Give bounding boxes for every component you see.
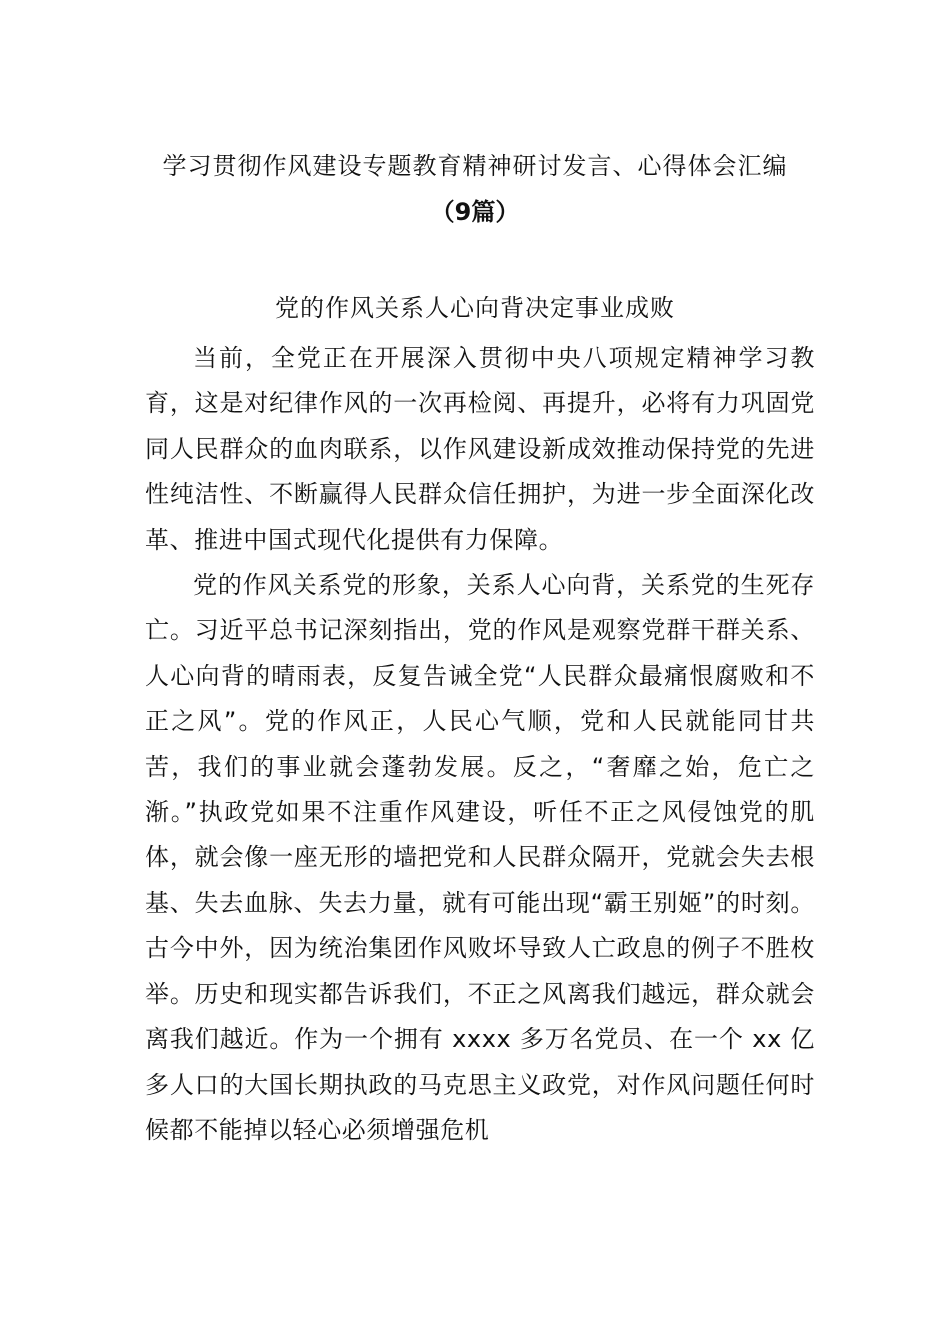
paragraph: 当前，全党正在开展深入贯彻中央八项规定精神学习教育，这是对纪律作风的一次再检阅、再提升，必将有力巩固党同人民群众的血肉联系，以作风建设新成效推动保持党的先进性纯洁性、不断赢得人民群众信任拥护，为进一步全面深化改革、推进中国式现代化提供有力保障。 [145,344,815,554]
document-title: 学习贯彻作风建设专题教育精神研讨发言、心得体会汇编 [162,152,788,180]
paragraph: 党的作风关系党的形象，关系人心向背，关系党的生死存亡。习近平总书记深刻指出，党的作风是观察党群干群关系、人心向背的晴雨表，反复告诫全党“人民群众最痛恨腐败和不正之风”。党的作风正，人民心气顺，党和人民就能同甘共苦，我们的事业就会蓬勃发展。反之，“奢靡之始，危亡之渐。”执政党如果不注重作风建设，听任不正之风侵蚀党的肌体，就会像一座无形的墙把党和人民群众隔开，党就会失去根基、失去血脉、失去力量，就有可能出现“霸王别姬”的时刻。古今中外，因为统治集团作风败坏导致人亡政息的例子不胜枚举。历史和现实都告诉我们，不正之风离我们越远，群众就会离我们越近。作为一个拥有 xxxx 多万名党员、在一个 xx 亿多人口的大国长期执政的马克思主义政党，对作风问题任何时候都不能掉以轻心必须增强危机 [145,571,815,1144]
document-article-count: （9篇） [430,198,520,226]
article-body [145,336,815,1153]
article-title: 党的作风关系人心向背决定事业成败 [275,294,675,322]
